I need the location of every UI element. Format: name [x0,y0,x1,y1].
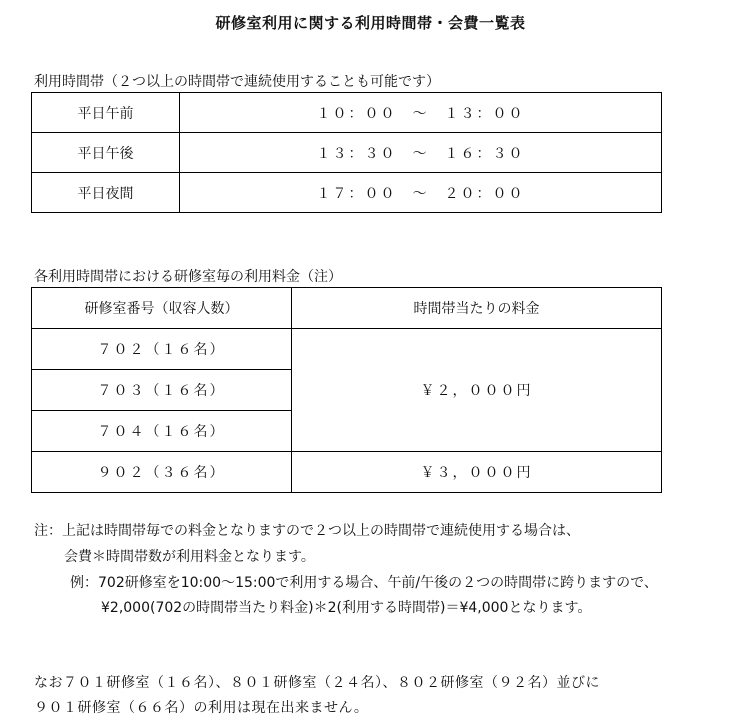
table-row [32,93,662,133]
note-line-2: 会費＊時間帯数が利用料金となります。 [64,549,315,565]
room-702: ７０２（１６名） [32,329,292,370]
table-row [32,133,662,173]
slot-label-evening: 平日夜間 [32,173,180,213]
table-row [32,329,662,370]
slot-time-morning: １０：００ ～ １３：００ [180,93,662,133]
fees-table [31,287,662,493]
slot-time-afternoon: １３：３０ ～ １６：３０ [180,133,662,173]
header-fee: 時間帯当たりの料金 [292,288,662,329]
table-header-row [32,288,662,329]
table-row [32,452,662,493]
note-example-line-1: 例：702研修室を10:00～15:00で利用する場合、午前/午後の２つの時間帯に跨りますので、 [70,575,658,591]
slot-time-evening: １７：００ ～ ２０：００ [180,173,662,213]
slot-label-afternoon: 平日午後 [32,133,180,173]
footer-line-2: ９０１研修室（６６名）の利用は現在出来ません。 [34,700,369,716]
header-room: 研修室番号（収容人数） [32,288,292,329]
note-line-1: 注：上記は時間帯毎での料金となりますので２つ以上の時間帯で連続使用する場合は、 [34,523,580,539]
time-slots-table [31,92,662,213]
fee-group-b: ￥３，０００円 [292,452,662,493]
footer-line-1: なお７０１研修室（１６名）、８０１研修室（２４名）、８０２研修室（９２名）並びに [34,675,600,691]
slot-label-morning: 平日午前 [32,93,180,133]
fees-caption: 各利用時間帯における研修室毎の利用料金（注） [34,269,342,285]
table-row [32,173,662,213]
document-title: 研修室利用に関する利用時間帯・会費一覧表 [215,14,526,32]
time-slots-caption: 利用時間帯（２つ以上の時間帯で連続使用することも可能です） [34,74,440,90]
fee-group-a: ￥２，０００円 [292,329,662,452]
note-example-line-2: ¥2,000(702の時間帯当たり料金)＊2(利用する時間帯)＝¥4,000となります。 [101,600,592,616]
room-902: ９０２（３６名） [32,452,292,493]
room-703: ７０３（１６名） [32,370,292,411]
room-704: ７０４（１６名） [32,411,292,452]
